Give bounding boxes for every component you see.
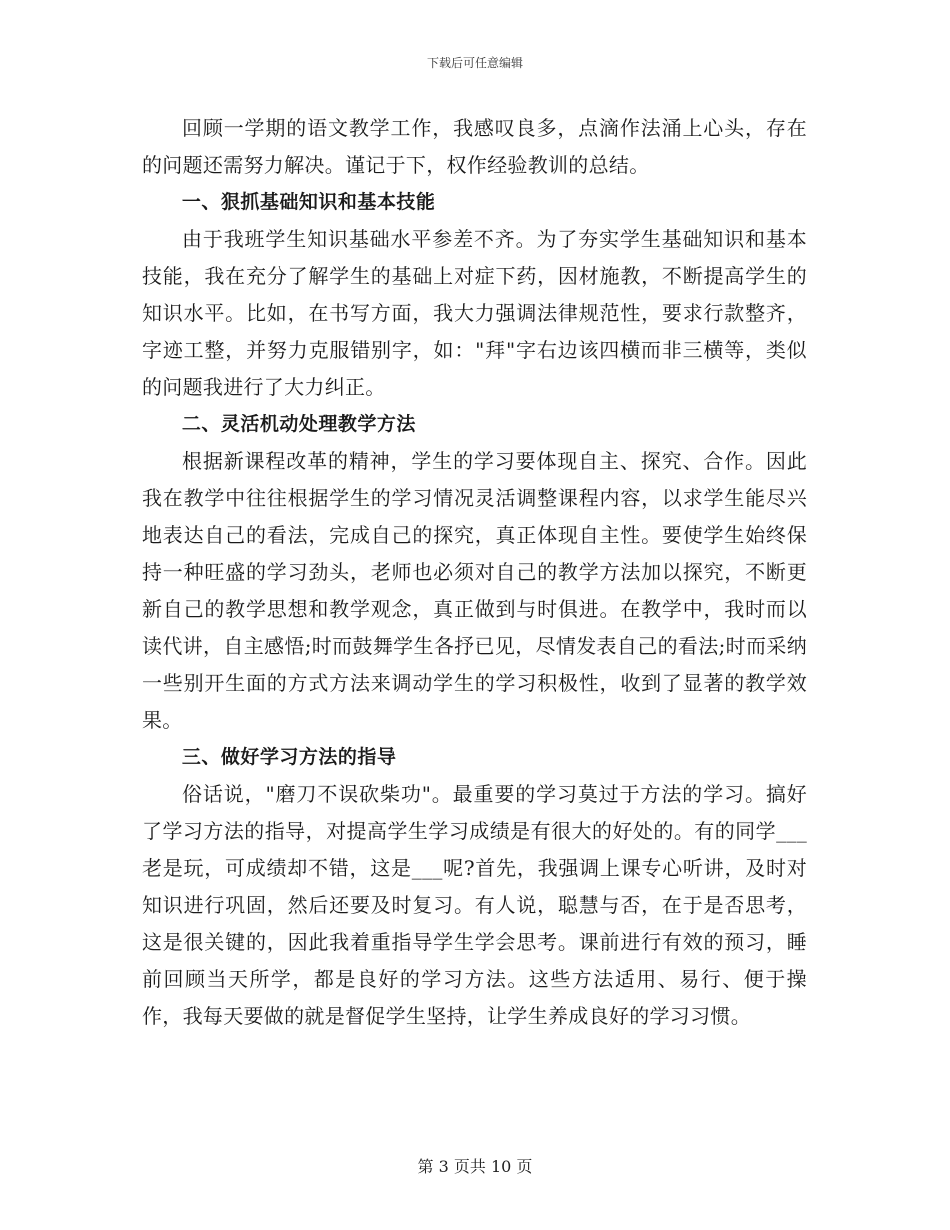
page-header-note: 下载后可任意编辑 [426, 56, 523, 70]
intro-paragraph: 回顾一学期的语文教学工作，我感叹良多，点滴作法涌上心头，存在的问题还需努力解决。谨记于下，权作经验教训的总结。 [142, 116, 807, 177]
document-body [142, 110, 807, 1035]
section-heading-3: 三、做好学习方法的指导 [181, 746, 397, 768]
section-body-1: 由于我班学生知识基础水平参差不齐。为了夯实学生基础知识和基本技能，我在充分了解学生的基础上对症下药，因材施教，不断提高学生的知识水平。比如，在书写方面，我大力强调法律规范性，要求行款整齐，字迹工整，并努力克服错别字，如："拜"字右边该四横而非三横等，类似的问题我进行了大力纠正。 [142, 227, 807, 399]
section-body-3: 俗话说，"磨刀不误砍柴功"。最重要的学习莫过于方法的学习。搞好了学习方法的指导，对提高学生学习成绩是有很大的好处的。有的同学___老是玩，可成绩却不错，这是___呢?首先，我强调上课专心听讲，及时对知识进行巩固，然后还要及时复习。有人说，聪慧与否，在于是否思考，这是很关键的，因此我着重指导学生学会思考。课前进行有效的预习，睡前回顾当天所学，都是良好的学习方法。这些方法适用、易行、便于操作，我每天要做的就是督促学生坚持，让学生养成良好的学习习惯。 [142, 782, 807, 1028]
section-body-2: 根据新课程改革的精神，学生的学习要体现自主、探究、合作。因此我在教学中往往根据学生的学习情况灵活调整课程内容，以求学生能尽兴地表达自己的看法，完成自己的探究，真正体现自主性。要使学生始终保持一种旺盛的学习劲头，老师也必须对自己的教学方法加以探究，不断更新自己的教学思想和教学观念，真正做到与时俱进。在教学中，我时而以读代讲，自主感悟;时而鼓舞学生各抒已见，尽情发表自己的看法;时而采纳一些别开生面的方式方法来调动学生的学习积极性，收到了显著的教学效果。 [142, 449, 807, 732]
section-heading-1: 一、狠抓基础知识和基本技能 [181, 191, 436, 213]
section-heading-2: 二、灵活机动处理教学方法 [181, 413, 416, 435]
page-number-footer: 第 3 页共 10 页 [417, 1157, 533, 1176]
